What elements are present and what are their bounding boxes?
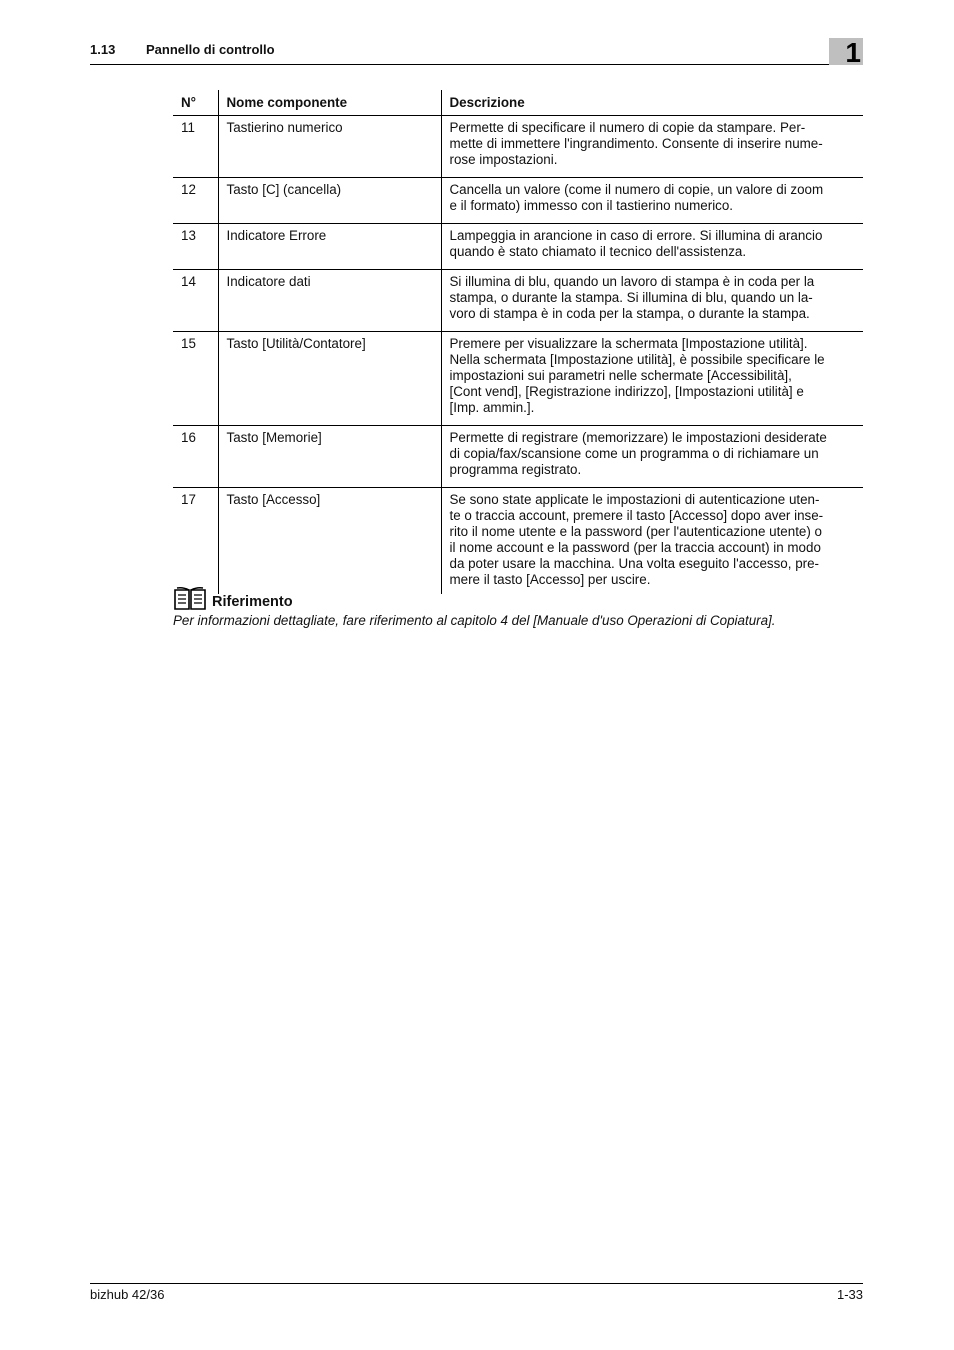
table-header-row: [173, 90, 863, 116]
row-description: Permette di specificare il numero di copie da stampare. Per- mette di immettere l'ingrandimento. Consente di inserire nume- rose impostazioni.: [441, 116, 863, 178]
row-description: Cancella un valore (come il numero di copie, un valore di zoom e il formato) immesso con il tastierino numerico.: [441, 178, 863, 224]
table-row: [173, 488, 863, 595]
section-number: 1.13: [90, 42, 116, 57]
table-row: [173, 270, 863, 332]
footer-product: bizhub 42/36: [90, 1287, 165, 1302]
section-title: Pannello di controllo: [146, 42, 275, 57]
row-component-name: Tasto [Memorie]: [218, 426, 441, 488]
table-row: [173, 116, 863, 178]
column-header-number: N°: [173, 90, 218, 116]
header-divider: [90, 64, 863, 65]
row-component-name: Tastierino numerico: [218, 116, 441, 178]
row-component-name: Indicatore dati: [218, 270, 441, 332]
table-row: [173, 178, 863, 224]
row-description: Si illumina di blu, quando un lavoro di stampa è in coda per la stampa, o durante la stampa. Si illumina di blu, quando un la- voro di stampa è in coda per la stampa, o durante la stampa.: [441, 270, 863, 332]
table-row: [173, 224, 863, 270]
row-description: Permette di registrare (memorizzare) le impostazioni desiderate di copia/fax/scansione come un programma o di richiamare un programma registrato.: [441, 426, 863, 488]
row-description: Lampeggia in arancione in caso di errore. Si illumina di arancio quando è stato chiamato il tecnico dell'assistenza.: [441, 224, 863, 270]
column-header-name: Nome componente: [218, 90, 441, 116]
row-component-name: Tasto [C] (cancella): [218, 178, 441, 224]
chapter-tab: 1: [829, 38, 863, 65]
row-number: 12: [173, 178, 218, 224]
reference-text: Per informazioni dettagliate, fare riferimento al capitolo 4 del [Manuale d'uso Operazioni di Copiatura].: [173, 613, 776, 628]
row-description: Se sono state applicate le impostazioni di autenticazione uten- te o traccia account, premere il tasto [Accesso] dopo aver inse- rito il nome utente e la password (per l'autenticazione utente) o il nome account e la password (per la traccia account) in modo da poter usare la macchina. Una volta eseguito l'accesso, pre- mere il tasto [Accesso] per uscire.: [441, 488, 863, 595]
reference-title: Riferimento: [212, 594, 293, 610]
row-component-name: Indicatore Errore: [218, 224, 441, 270]
row-number: 11: [173, 116, 218, 178]
row-description: Premere per visualizzare la schermata [Impostazione utilità]. Nella schermata [Impostazione utilità], è possibile specificare le impostazioni sui parametri nelle schermate [Accessibilità], [Cont vend], [Registrazione indirizzo], [Impostazioni utilità] e [Imp. ammin.].: [441, 332, 863, 426]
row-component-name: Tasto [Accesso]: [218, 488, 441, 595]
row-number: 13: [173, 224, 218, 270]
column-header-description: Descrizione: [441, 90, 863, 116]
footer-page-number: 1-33: [836, 1287, 863, 1302]
table-row: [173, 332, 863, 426]
row-number: 14: [173, 270, 218, 332]
footer-divider: [90, 1283, 863, 1284]
component-table: [173, 90, 863, 594]
table-row: [173, 426, 863, 488]
row-component-name: Tasto [Utilità/Contatore]: [218, 332, 441, 426]
row-number: 15: [173, 332, 218, 426]
open-book-icon: [173, 586, 207, 612]
row-number: 16: [173, 426, 218, 488]
row-number: 17: [181, 492, 196, 507]
